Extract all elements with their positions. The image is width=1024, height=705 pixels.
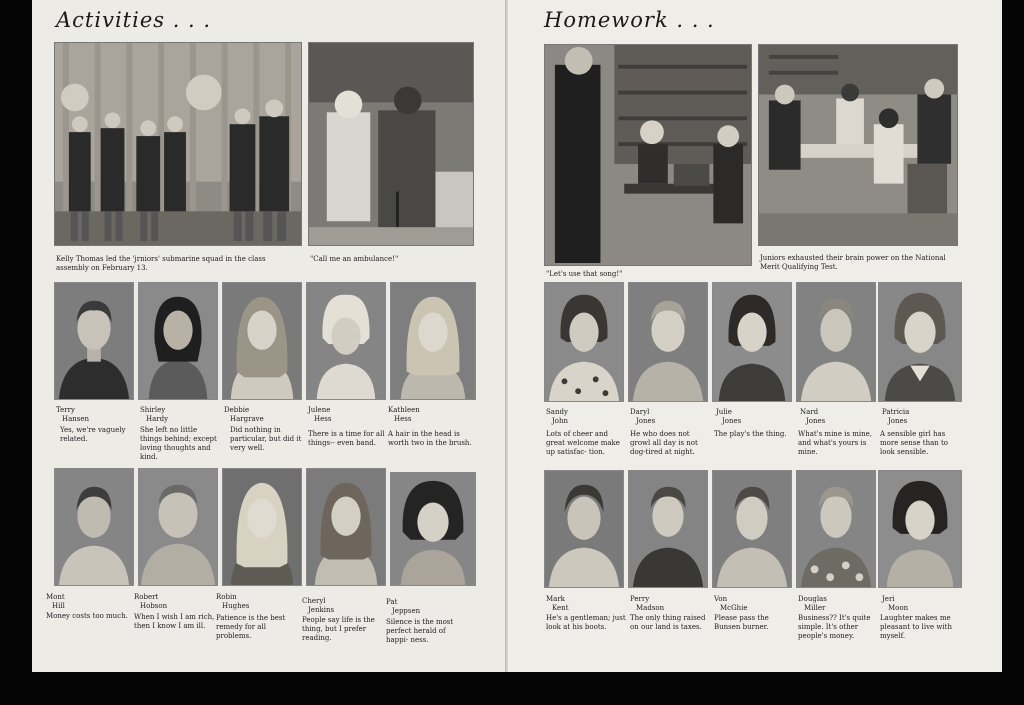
portrait-jeri-moon	[878, 470, 962, 588]
assembly-photo	[54, 42, 302, 246]
student-name: Terry Hansen	[56, 406, 90, 423]
left-page	[32, 0, 507, 672]
portrait-debbie-hargrave	[222, 282, 302, 400]
student-name: Mont Hill	[46, 593, 65, 610]
scan-border-bottom	[0, 671, 1024, 705]
assembly-photo-caption: Kelly Thomas led the 'jrniors' submarine squad in the class assembly on February 13.	[56, 255, 266, 272]
student-quote: Silence is the most perfect herald of happi- ness.	[386, 618, 454, 644]
student-name: Perry Madson	[630, 595, 665, 612]
student-quote: Money costs too much.	[46, 612, 128, 620]
student-quote: She left no little things behind; except loving thoughts and kind.	[140, 426, 217, 461]
student-quote: Please pass the Bunsen burner.	[714, 614, 769, 631]
student-name: Douglas Miller	[798, 595, 827, 612]
student-name: Julie Jones	[716, 408, 742, 425]
right-page	[508, 0, 1002, 672]
student-name: Kathleen Hess	[388, 406, 420, 423]
student-name: Cheryl Jenkins	[302, 597, 335, 614]
student-name: Jeri Moon	[882, 595, 909, 612]
portrait-mark-kent	[544, 470, 624, 588]
portrait-kathleen-hess	[390, 282, 476, 400]
student-quote: Did nothing in particular, but did it very well.	[230, 426, 302, 452]
student-quote: People say life is the thing, but I prefer reading.	[302, 616, 375, 642]
portrait-sandy-john	[544, 282, 624, 402]
student-name: Sandy John	[546, 408, 569, 425]
portrait-robin-hughes	[222, 468, 302, 586]
student-quote: Lots of cheer and great welcome make up satisfac- tion.	[546, 430, 620, 456]
merit-test-photo	[758, 44, 958, 246]
scan-border-right	[1002, 0, 1024, 705]
portrait-nard-jones	[796, 282, 876, 402]
student-name: Robert Hobson	[134, 593, 168, 610]
song-photo	[544, 44, 752, 266]
student-quote: When I wish I am rich, then I know I am ill.	[134, 613, 215, 630]
student-quote: He's a gentleman; just look at his boots.	[546, 614, 626, 631]
portrait-perry-madson	[628, 470, 708, 588]
portrait-von-mcghie	[712, 470, 792, 588]
student-name: Daryl Jones	[630, 408, 656, 425]
student-name: Shirley Hardy	[140, 406, 169, 423]
student-quote: Business?? It's quite simple. It's other people's money.	[798, 614, 871, 640]
page-title-activities: Activities . . .	[56, 8, 212, 32]
student-name: Robin Hughes	[216, 593, 250, 610]
student-quote: He who does not growl all day is not dog-tired at night.	[630, 430, 698, 456]
portrait-robert-hobson	[138, 468, 218, 586]
portrait-douglas-miller	[796, 470, 876, 588]
student-quote: The only thing raised on our land is taxes.	[630, 614, 706, 631]
portrait-patricia-jones	[878, 282, 962, 402]
merit-photo-caption: Juniors exhausted their brain power on the National Merit Qualifying Test.	[760, 254, 946, 271]
student-quote: There is a time for all things-- even band.	[308, 430, 385, 447]
student-name: Debbie Hargrave	[224, 406, 264, 423]
student-quote: A sensible girl has more sense than to look sensible.	[880, 430, 949, 456]
student-name: Mark Kent	[546, 595, 569, 612]
student-name: Nard Jones	[800, 408, 826, 425]
student-quote: The play's the thing.	[714, 430, 787, 438]
portrait-daryl-jones	[628, 282, 708, 402]
portrait-julie-jones	[712, 282, 792, 402]
portrait-mont-hill	[54, 468, 134, 586]
student-quote: A hair in the head is worth two in the brush.	[388, 430, 472, 447]
student-quote: What's mine is mine, and what's yours is mine.	[798, 430, 872, 456]
portrait-terry-hansen	[54, 282, 134, 400]
student-quote: Patience is the best remedy for all problems.	[216, 614, 286, 640]
student-name: Von McGhie	[714, 595, 748, 612]
ambulance-skit-photo	[308, 42, 474, 246]
portrait-pat-jeppsen	[390, 472, 476, 586]
student-name: Pat Jeppsen	[386, 598, 421, 615]
student-quote: Laughter makes me pleasant to live with myself.	[880, 614, 952, 640]
page-title-homework: Homework . . .	[544, 8, 715, 32]
portrait-cheryl-jenkins	[306, 468, 386, 586]
student-quote: Yes, we're vaguely related.	[60, 426, 126, 443]
scan-border-left	[0, 0, 32, 705]
student-name: Julene Hess	[308, 406, 332, 423]
ambulance-photo-caption: "Call me an ambulance!"	[310, 255, 399, 263]
portrait-shirley-hardy	[138, 282, 218, 400]
student-name: Patricia Jones	[882, 408, 910, 425]
song-photo-caption: "Let's use that song!"	[546, 270, 623, 278]
portrait-julene-hess	[306, 282, 386, 400]
